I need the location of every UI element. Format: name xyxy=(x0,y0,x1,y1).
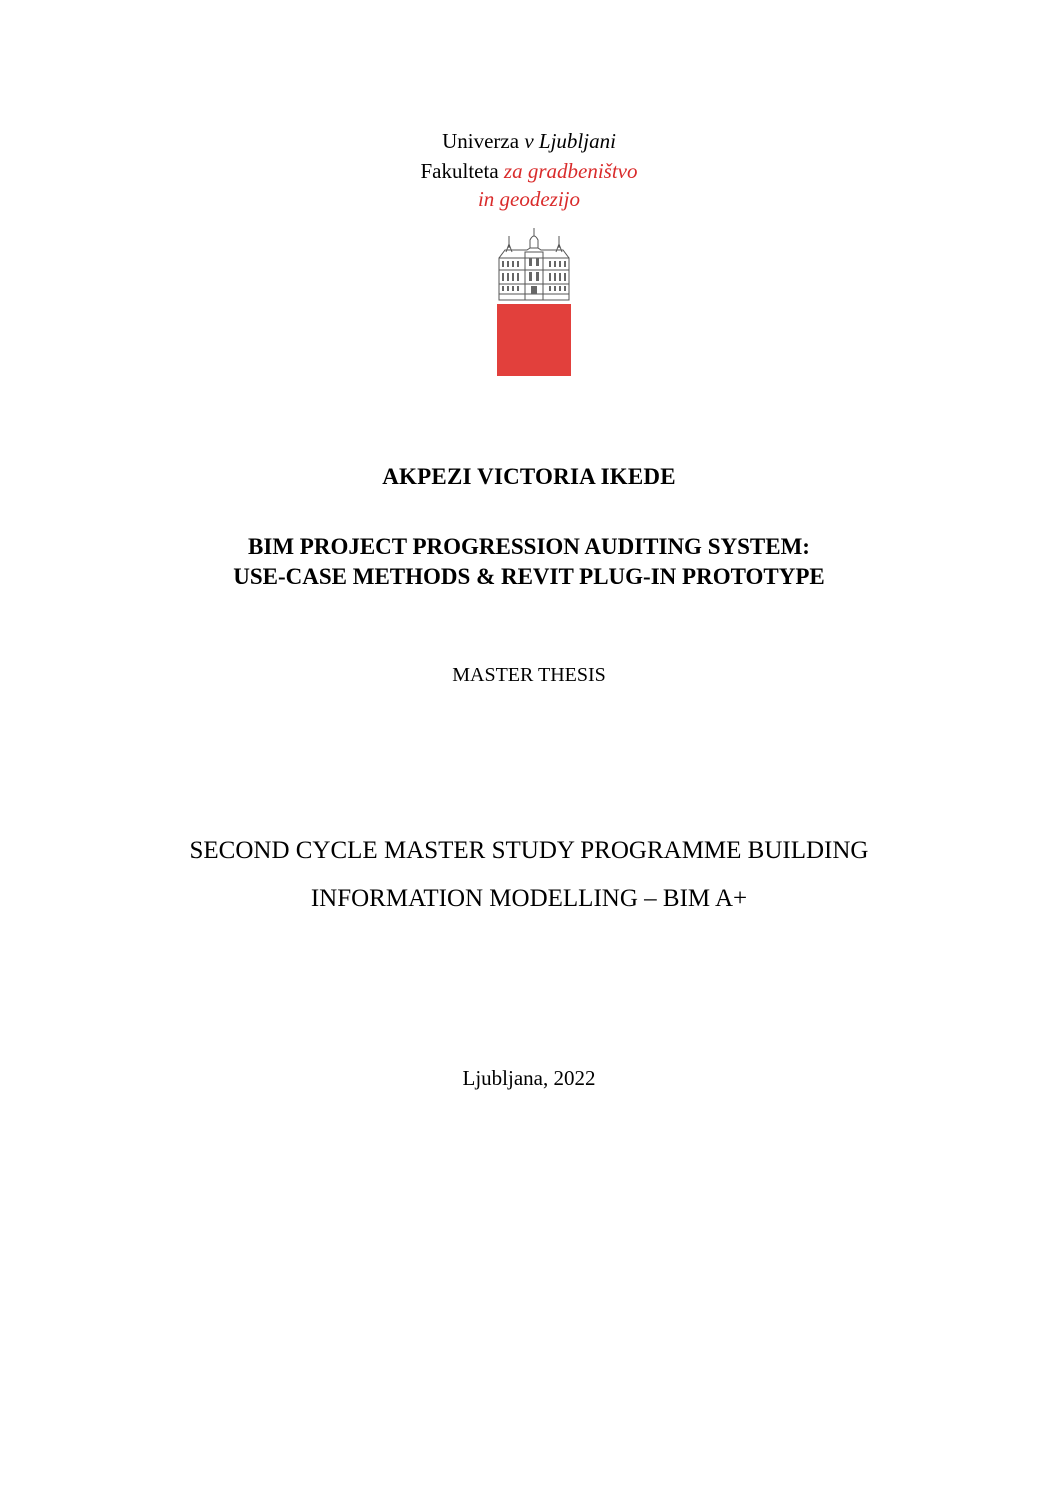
faculty-name-plain: Fakulteta xyxy=(420,159,504,183)
thesis-title-line1: BIM PROJECT PROGRESSION AUDITING SYSTEM: xyxy=(248,534,810,559)
place-date: Ljubljana, 2022 xyxy=(462,1066,596,1090)
faculty-name-red: za gradbeništvo xyxy=(503,159,638,183)
faculty-name-line3: in geodezijo xyxy=(477,187,581,211)
author-name: AKPEZI VICTORIA IKEDE xyxy=(382,464,676,489)
faculty-name xyxy=(0,158,1058,184)
study-programme-line1: SECOND CYCLE MASTER STUDY PROGRAMME BUILDING xyxy=(189,837,869,864)
university-name-italic: v Ljubljani xyxy=(524,129,616,153)
thesis-title-line2: USE-CASE METHODS & REVIT PLUG-IN PROTOTYPE xyxy=(233,564,825,589)
thesis-type: MASTER THESIS xyxy=(452,664,606,686)
university-name-plain: Univerza xyxy=(442,129,525,153)
university-name xyxy=(0,128,1058,154)
university-building-logo-icon xyxy=(497,228,571,376)
study-programme-line2: INFORMATION MODELLING – BIM A+ xyxy=(310,885,748,912)
